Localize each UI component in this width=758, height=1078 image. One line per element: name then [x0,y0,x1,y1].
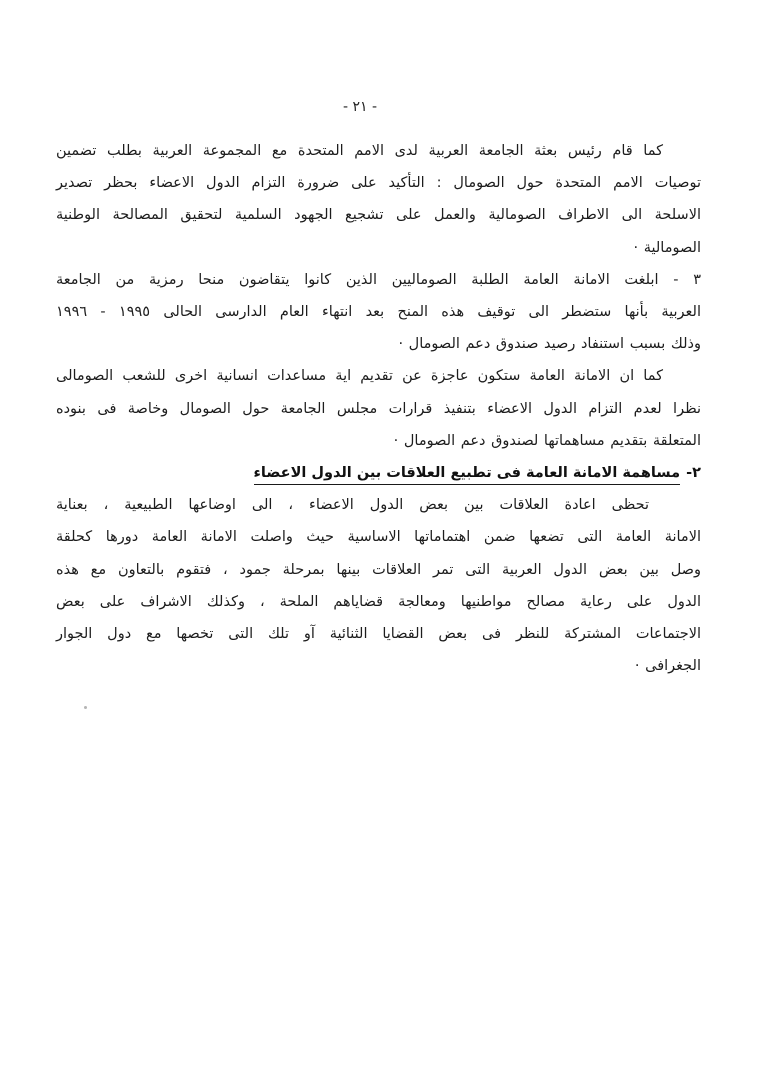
paragraph3-line: الامانة العامة التى تضعها ضمن اهتماماتها الاساسية حيث واصلت الامانة العامة دورها كحلقة [56,529,701,546]
paragraph2-line: كما ان الامانة العامة ستكون عاجزة عن تقديم اية مساعدات انسانية اخرى للشعب الصومالى [56,368,663,385]
item3-line: ٣ - ابلغت الامانة العامة الطلبة الصوماليين الذين كانوا يتقاضون منحا رمزية من الجامعة [56,271,701,288]
paragraph3-line: تحظى اعادة العلاقات بين بعض الدول الاعضاء ، الى اوضاعها الطبيعية ، بعناية [56,497,649,514]
item3-line: العربية بأنها ستضطر الى توقيف هذه المنح بعد انتهاء العام الدارسى الحالى ١٩٩٥ - ١٩٩٦ [56,304,701,321]
page-number: - ٢١ - [342,99,378,115]
paragraph1-line: توصيات الامم المتحدة حول الصومال : التأكيد على ضرورة التزام الدول الاعضاء بحظر تصدير [56,175,701,192]
section-heading [56,457,701,489]
item3-line: وذلك بسبب استنفاد رصيد صندوق دعم الصومال · [398,336,701,353]
paragraph3-line: وصل بين بعض الدول العربية التى تمر العلاقات بينها بمرحلة جمود ، فتقوم بالتعاون مع هذه [56,561,701,578]
paragraph2-line: نظرا لعدم التزام الدول الاعضاء بتنفيذ قرارات مجلس الجامعة حول الصومال وخاصة فى بنوده [56,400,701,417]
scan-speck-artifact [84,706,87,709]
paragraph2-line: المتعلقة بتقديم مساهماتها لصندوق دعم الصومال · [393,432,701,449]
section-heading-number: ٢- [686,465,701,482]
paragraph3-line: الاجتماعات المشتركة للنظر فى بعض القضايا الثنائية آو تلك التى تخصها مع دول الجوار [56,626,701,643]
document-body [56,135,701,682]
section-heading-text: مساهمة الامانة العامة فى تطبيع العلاقات بين الدول الاعضاء [254,465,681,485]
paragraph1-line: الاسلحة الى الاطراف الصومالية والعمل على تشجيع الجهود السلمية لتحقيق المصالحة الوطنية [56,207,701,224]
paragraph3-line: الدول على رعاية مصالح مواطنيها ومعالجة قضاياهم الملحة ، وكذلك الاشراف على بعض [56,593,701,610]
paragraph1-line: الصومالية · [633,239,701,256]
paragraph1-line: كما قام رئيس بعثة الجامعة العربية لدى الامم المتحدة مع المجموعة العربية بطلب تضمين [56,143,663,159]
paragraph3-line: الجغرافى · [634,658,701,675]
